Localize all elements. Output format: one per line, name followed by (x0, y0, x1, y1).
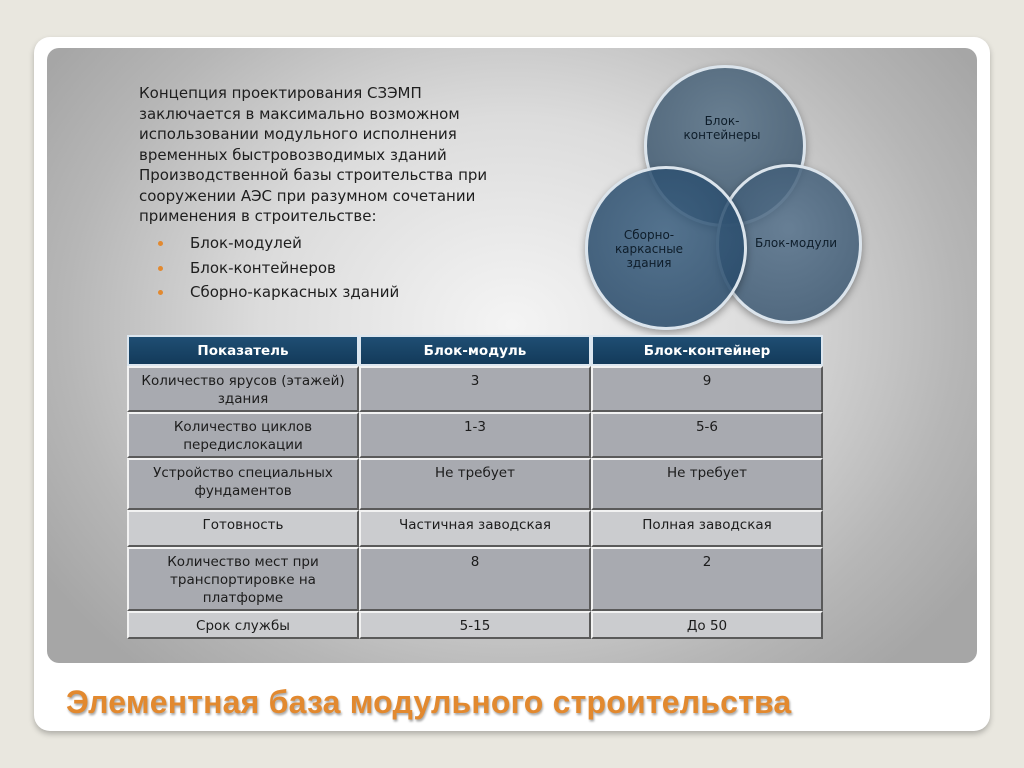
bullet-list (158, 231, 399, 305)
table-cell: Количество ярусов (этажей) здания (127, 366, 359, 412)
table-cell: 9 (591, 366, 823, 412)
table-row (127, 611, 823, 639)
bullet-item (158, 280, 399, 305)
table-header-cell: Блок-модуль (359, 335, 591, 366)
bullet-dot-icon (158, 266, 163, 271)
bullet-label: Блок-модулей (190, 234, 302, 252)
bullet-item (158, 231, 399, 256)
table-cell: 8 (359, 547, 591, 611)
table-cell: Полная заводская (591, 510, 823, 547)
bullet-dot-icon (158, 241, 163, 246)
comparison-table (127, 335, 823, 639)
venn-diagram (580, 60, 870, 332)
table-cell: 5-15 (359, 611, 591, 639)
table-row (127, 366, 823, 412)
bullet-dot-icon (158, 290, 163, 295)
intro-paragraph: Концепция проектирования СЗЭМП заключается в максимально возможном использовании модульного исполнения временных быстровозводимых зданий Производственной базы строительства при сооружении АЭС при разумном сочетании применения в строительстве: (139, 84, 488, 225)
venn-label-frame-buildings: Сборно-каркасные здания (614, 228, 684, 270)
table-cell: Срок службы (127, 611, 359, 639)
table-cell: До 50 (591, 611, 823, 639)
table-row (127, 458, 823, 510)
table-cell: 2 (591, 547, 823, 611)
table-cell: 1-3 (359, 412, 591, 458)
bullet-label: Сборно-каркасных зданий (190, 283, 400, 301)
table-header-cell: Показатель (127, 335, 359, 366)
table-cell: 5-6 (591, 412, 823, 458)
table-cell: Не требует (591, 458, 823, 510)
table-row (127, 412, 823, 458)
table-cell: Готовность (127, 510, 359, 547)
bullet-item (158, 256, 399, 281)
bullet-label: Блок-контейнеров (190, 258, 336, 277)
table-header-row (127, 335, 823, 366)
venn-label-block-containers: Блок-контейнеры (683, 114, 761, 142)
table-cell: Количество циклов передислокации (127, 412, 359, 458)
table-cell: Устройство специальных фундаментов (127, 458, 359, 510)
table-cell: 3 (359, 366, 591, 412)
table-cell: Частичная заводская (359, 510, 591, 547)
table-row (127, 510, 823, 547)
table-row (127, 547, 823, 611)
table-cell: Не требует (359, 458, 591, 510)
table-cell: Количество мест при транспортировке на платформе (127, 547, 359, 611)
venn-label-block-modules: Блок-модули (754, 236, 838, 250)
table-header-cell: Блок-контейнер (591, 335, 823, 366)
slide-title: Элементная база модульного строительства (66, 684, 792, 720)
